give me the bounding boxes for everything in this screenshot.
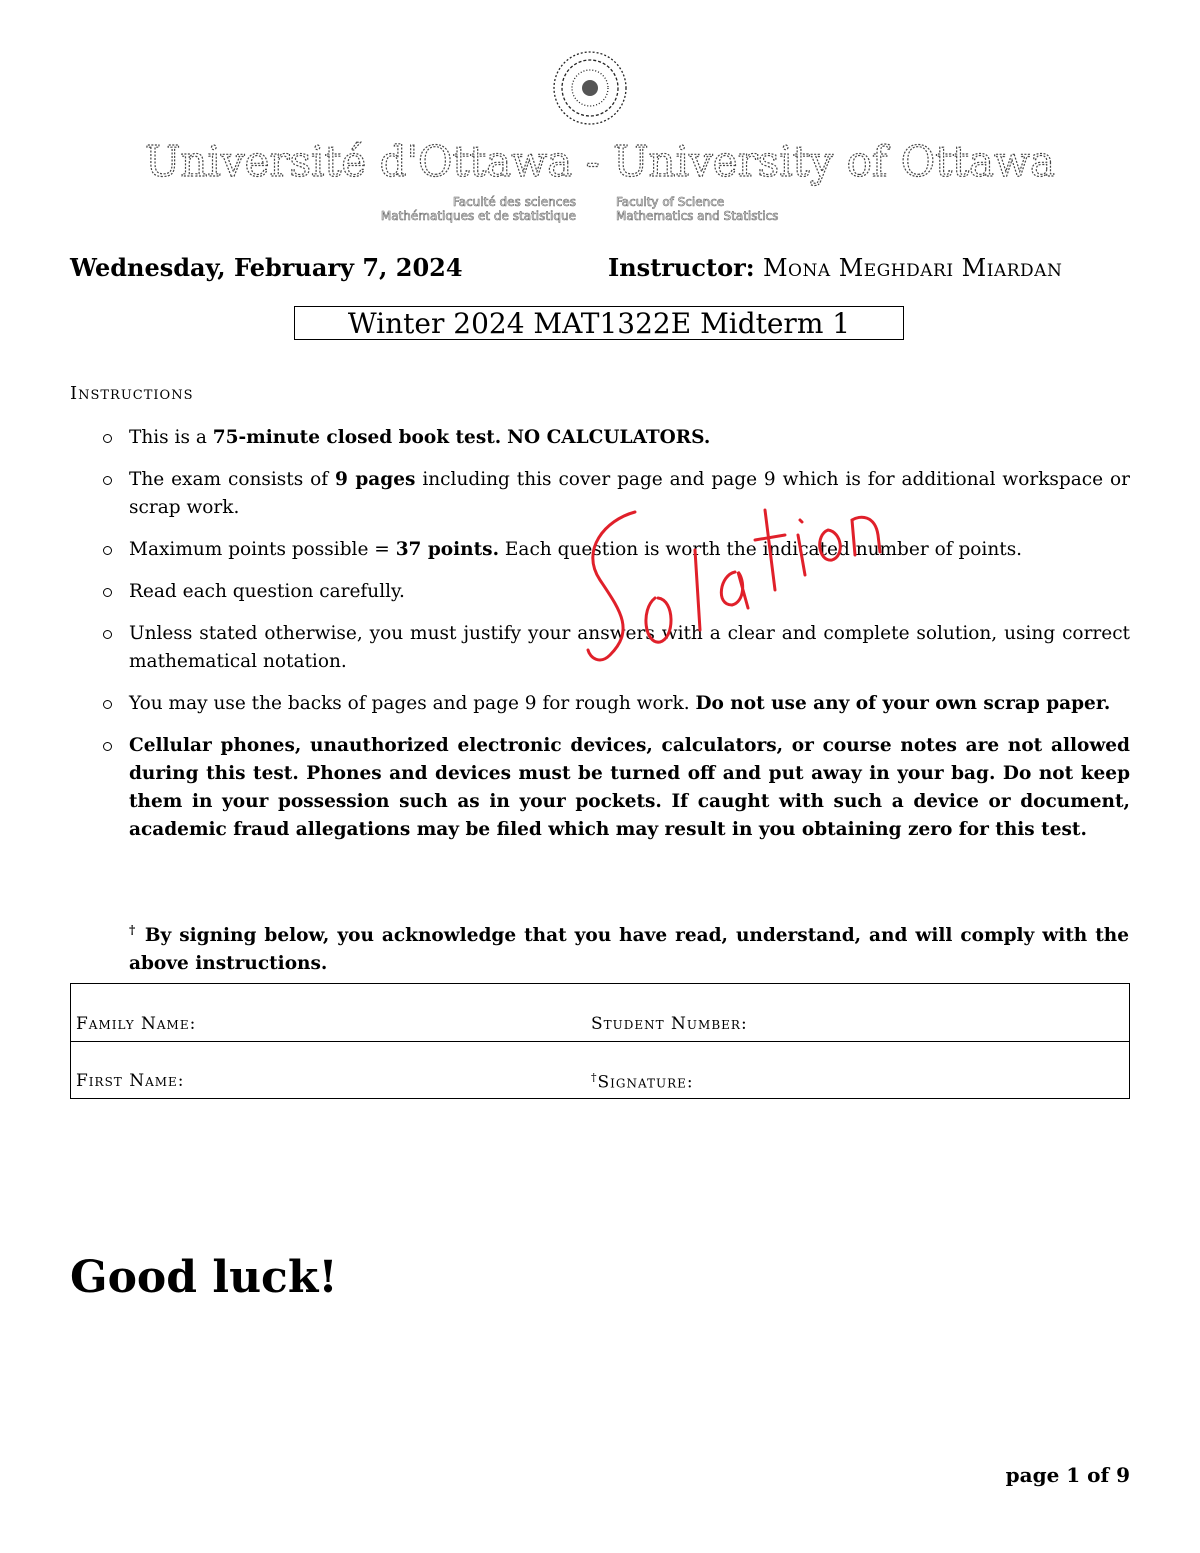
family-name-field[interactable]: Family Name: bbox=[76, 1014, 197, 1034]
handwritten-solution-annotation bbox=[560, 480, 900, 680]
instruction-item: The exam consists of 9 pages including this cover page and page 9 which is for additional workspace or scrap work. bbox=[70, 466, 1130, 522]
circle-bullet-icon bbox=[103, 700, 112, 709]
instruction-item: You may use the backs of pages and page 9 for rough work. Do not use any of your own scrap paper. bbox=[70, 690, 1130, 718]
page-number: page 1 of 9 bbox=[1005, 1463, 1130, 1487]
circle-bullet-icon bbox=[103, 546, 112, 555]
svg-text:Mathematics and Statistics: Mathematics and Statistics bbox=[616, 209, 779, 223]
acknowledgement-text: By signing below, you acknowledge that you have read, understand, and will comply with the above instructions. bbox=[129, 925, 1129, 975]
svg-text:Faculty of Science: Faculty of Science bbox=[616, 195, 725, 209]
university-logo bbox=[0, 40, 1200, 230]
signature-field[interactable]: †Signature: bbox=[591, 1071, 694, 1093]
acknowledgement bbox=[129, 916, 1129, 978]
instructor bbox=[608, 253, 1062, 282]
instruction-item: This is a 75-minute closed book test. NO CALCULATORS. bbox=[70, 424, 1130, 452]
instruction-item: Unless stated otherwise, you must justify your answers with a clear and complete solution, using correct mathematical notation. bbox=[70, 620, 1130, 676]
dagger-mark: † bbox=[129, 923, 137, 937]
instruction-item: Read each question carefully. bbox=[70, 578, 1130, 606]
good-luck-text: Good luck! bbox=[70, 1252, 338, 1303]
circle-bullet-icon bbox=[103, 742, 112, 751]
instruction-item: Maximum points possible = 37 points. Each question is worth the indicated number of points. bbox=[70, 536, 1130, 564]
circle-bullet-icon bbox=[103, 588, 112, 597]
first-name-field[interactable]: First Name: bbox=[76, 1071, 185, 1091]
circle-bullet-icon bbox=[103, 434, 112, 443]
student-id-table bbox=[70, 983, 1130, 1099]
university-seal bbox=[554, 52, 626, 124]
id-row bbox=[71, 984, 1129, 1042]
exam-header-line bbox=[70, 253, 1130, 282]
exam-date: Wednesday, February 7, 2024 bbox=[70, 253, 463, 282]
faculty-wordmark bbox=[381, 195, 779, 223]
instruction-item: Cellular phones, unauthorized electronic devices, calculators, or course notes are not allowed during this test. Phones and devices must be turned off and put away in your bag. Do not keep them in your possession such as in your pockets. If caught with such a device or document, academic fraud allegations may be filed which may result in you obtaining zero for this test. bbox=[70, 732, 1130, 844]
svg-text:Faculté des sciences: Faculté des sciences bbox=[452, 195, 576, 209]
student-number-field[interactable]: Student Number: bbox=[591, 1014, 748, 1034]
instructor-label: Instructor: bbox=[608, 253, 755, 282]
circle-bullet-icon bbox=[103, 630, 112, 639]
dagger-mark: † bbox=[591, 1071, 598, 1084]
university-wordmark: Université d'Ottawa - University of Ottawa bbox=[144, 137, 1056, 186]
id-row bbox=[71, 1041, 1129, 1098]
instructions-heading: Instructions bbox=[70, 383, 194, 404]
svg-text:Mathématiques et de statistiqu: Mathématiques et de statistique bbox=[380, 209, 576, 223]
exam-title: Winter 2024 MAT1322E Midterm 1 bbox=[294, 306, 904, 340]
instructor-name: Mona Meghdari Miardan bbox=[762, 254, 1063, 282]
circle-bullet-icon bbox=[103, 476, 112, 485]
